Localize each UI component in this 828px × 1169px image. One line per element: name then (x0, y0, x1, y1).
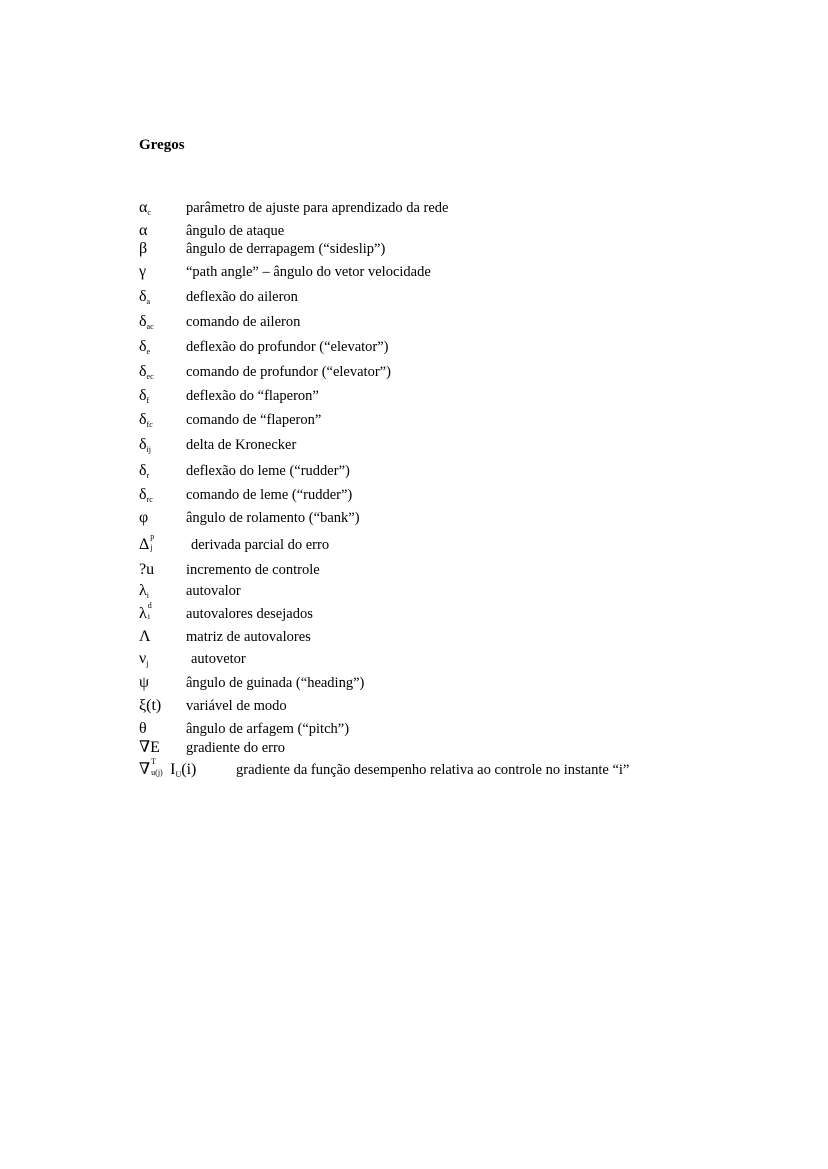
symbol: α (139, 222, 148, 239)
symbol-row (139, 560, 779, 582)
symbol: $\delta_f$ (139, 387, 150, 405)
symbol-description: deflexão do aileron (186, 289, 298, 305)
symbol-description: parâmetro de ajuste para aprendizado da rede (186, 200, 449, 216)
symbol: ?u (139, 561, 155, 578)
symbol-description: delta de Kronecker (186, 437, 297, 453)
symbol: $\alpha_c$ (139, 199, 151, 217)
symbol-row (139, 362, 779, 384)
symbol: $\delta_{fc}$ (139, 411, 153, 429)
symbol-description: deflexão do profundor (“elevator”) (186, 339, 389, 355)
symbol: θ (139, 720, 147, 737)
symbol: ξ(t) (139, 697, 162, 714)
symbol-row (139, 461, 779, 483)
symbol-description: derivada parcial do erro (191, 537, 330, 553)
symbol: ∇E (139, 739, 160, 756)
symbol: β (139, 240, 148, 257)
symbol-description: autovalor (186, 583, 241, 599)
symbol-description: deflexão do leme (“rudder”) (186, 463, 350, 479)
symbol-row (139, 738, 779, 760)
symbol: $\lambda_i$ (139, 582, 149, 600)
symbol-description: ângulo de rolamento (“bank”) (186, 510, 360, 526)
symbol-row (139, 262, 779, 284)
symbol: $\delta_{ac}$ (139, 313, 154, 331)
symbol: φ (139, 509, 149, 526)
symbol-row (139, 386, 779, 408)
symbol-row (139, 337, 779, 359)
symbol-description: autovetor (191, 651, 246, 667)
symbol-description: comando de aileron (186, 314, 301, 330)
symbol: $\delta_e$ (139, 338, 151, 356)
symbol-row (139, 581, 779, 603)
symbol-row (139, 508, 779, 530)
symbol: γ (139, 263, 147, 280)
symbol-row (139, 287, 779, 309)
symbol: $\delta_r$ (139, 462, 150, 480)
symbol-description: matriz de autovalores (186, 629, 311, 645)
symbol-description: comando de “flaperon” (186, 412, 322, 428)
symbol-row (139, 485, 779, 507)
symbol: $\nu_j$ (139, 650, 149, 668)
symbol: $\delta_{ij}$ (139, 436, 151, 454)
symbol: Δ p j (139, 532, 155, 553)
symbol: λ d i (139, 601, 152, 622)
symbol-description: “path angle” – ângulo do vetor velocidade (186, 264, 431, 280)
symbol: $\delta_a$ (139, 288, 151, 306)
symbol-description: ângulo de guinada (“heading”) (186, 675, 365, 691)
symbol: ψ (139, 674, 150, 691)
symbol-description: ângulo de arfagem (“pitch”) (186, 721, 350, 737)
symbol-description: comando de leme (“rudder”) (186, 487, 353, 503)
symbol-description: variável de modo (186, 698, 287, 714)
symbol-description: gradiente do erro (186, 740, 286, 756)
symbol-description: gradiente da função desempenho relativa ao controle no instante “i” (236, 762, 630, 778)
symbol-row (139, 627, 779, 649)
symbol-row (139, 696, 779, 718)
symbol: ∇ T u(j) $I_U(i)$ (139, 757, 197, 779)
symbol-description: incremento de controle (186, 562, 320, 578)
symbol-row (139, 198, 779, 220)
symbol: $\delta_{rc}$ (139, 486, 153, 504)
symbol-description: ângulo de ataque (186, 223, 285, 239)
symbol-row (139, 239, 779, 261)
section-heading: Gregos (139, 137, 185, 153)
symbol-description: autovalores desejados (186, 606, 313, 622)
symbol-row (139, 532, 779, 557)
symbol-row (139, 673, 779, 695)
symbol-row (139, 757, 779, 782)
symbol-row (139, 649, 779, 671)
symbol-row (139, 435, 779, 457)
symbol-description: ângulo de derrapagem (“sideslip”) (186, 241, 386, 257)
symbol-row (139, 312, 779, 334)
symbol-row (139, 410, 779, 432)
symbol-description: deflexão do “flaperon” (186, 388, 319, 404)
symbol-row (139, 601, 779, 626)
symbol: Λ (139, 628, 151, 645)
symbol: $\delta_{ec}$ (139, 363, 154, 381)
symbol-description: comando de profundor (“elevator”) (186, 364, 391, 380)
